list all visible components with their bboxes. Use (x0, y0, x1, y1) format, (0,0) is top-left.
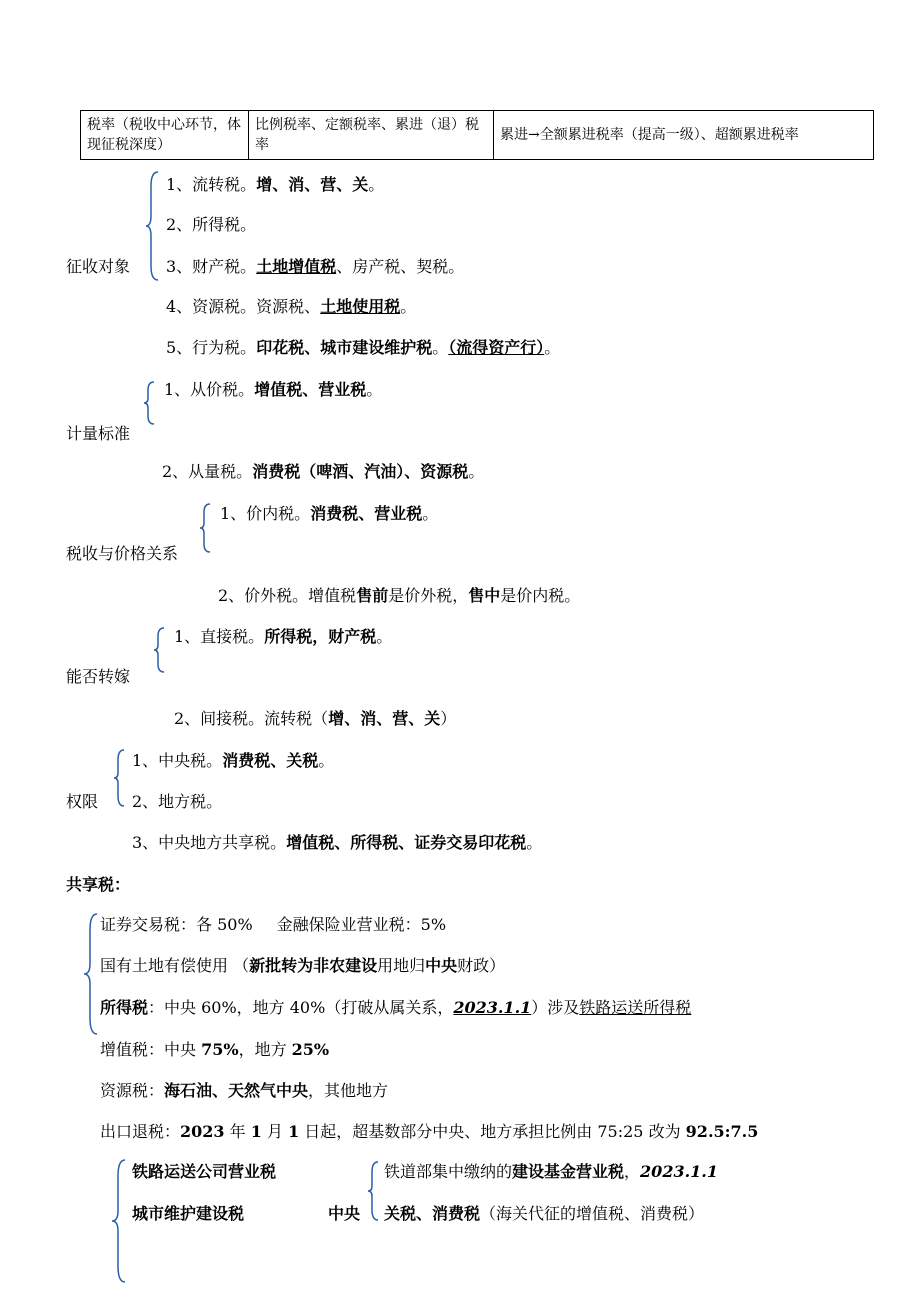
central-label: 中央 (328, 1204, 361, 1223)
category-label: 征收对象 (66, 257, 131, 276)
list-item: 2、从量税。消费税（啤酒、汽油）、资源税。 (162, 462, 485, 481)
left-brace (114, 748, 128, 808)
list-item: 4、资源税。资源税、土地使用税。 (166, 297, 417, 316)
category-label: 税收与价格关系 (66, 544, 179, 563)
list-item: 3、财产税。土地增值税、房产税、契税。 (166, 257, 465, 276)
list-item: 1、中央税。消费税、关税。 (132, 751, 335, 770)
table-cell: 税率（税收中心环节，体现征税深度） (81, 111, 249, 160)
category-label: 权限 (66, 792, 99, 811)
shared-line: 增值税：中央 75%，地方 25% (100, 1040, 330, 1059)
left-brace (154, 626, 168, 674)
list-item: 1、流转税。增、消、营、关。 (166, 175, 385, 194)
list-item: 2、间接税。流转税（增、消、营、关） (174, 709, 457, 728)
left-brace (84, 912, 100, 1036)
section-heading: 共享税： (66, 875, 131, 894)
central-item: 铁路运送公司营业税 (132, 1162, 277, 1181)
shared-line: 资源税：海石油、天然气中央，其他地方 (100, 1081, 389, 1100)
list-item: 2、价外税。增值税售前是价外税，售中是价内税。 (218, 586, 581, 605)
table-cell: 比例税率、定额税率、累进（退）税率 (249, 111, 494, 160)
table-cell: 累进→全额累进税率（提高一级）、超额累进税率 (494, 111, 874, 160)
list-item: 2、所得税。 (166, 215, 257, 234)
category-label: 能否转嫁 (66, 667, 131, 686)
shared-line: 所得税：中央 60%，地方 40%（打破从属关系，2023.1.1）涉及铁路运送所得税 (100, 998, 692, 1017)
list-item: 1、价内税。消费税、营业税。 (220, 504, 439, 523)
list-item: 5、行为税。印花税、城市建设维护税。（流得资产行）。 (166, 338, 561, 357)
central-item: 关税、消费税（海关代征的增值税、消费税） (384, 1204, 705, 1223)
shared-line: 出口退税：2023 年 1 月 1 日起，超基数部分中央、地方承担比例由 75:25 改为 92.5:7.5 (100, 1122, 759, 1141)
left-brace (368, 1160, 382, 1222)
left-brace (146, 170, 162, 282)
shared-line: 国有土地有偿使用 （新批转为非农建设用地归中央财政） (100, 956, 506, 975)
central-item: 城市维护建设税 (132, 1204, 245, 1223)
category-label: 计量标准 (66, 424, 131, 443)
list-item: 2、地方税。 (132, 792, 223, 811)
left-brace (200, 502, 214, 554)
table-row (81, 111, 874, 160)
central-item: 铁道部集中缴纳的建设基金营业税，2023.1.1 (384, 1162, 718, 1181)
left-brace (112, 1158, 128, 1284)
list-item: 1、从价税。增值税、营业税。 (164, 380, 383, 399)
left-brace (144, 380, 158, 426)
shared-line: 证券交易税：各 50% 金融保险业营业税：5% (100, 915, 447, 934)
list-item: 1、直接税。所得税，财产税。 (174, 627, 393, 646)
tax-rate-table (80, 110, 874, 160)
list-item: 3、中央地方共享税。增值税、所得税、证券交易印花税。 (132, 833, 543, 852)
